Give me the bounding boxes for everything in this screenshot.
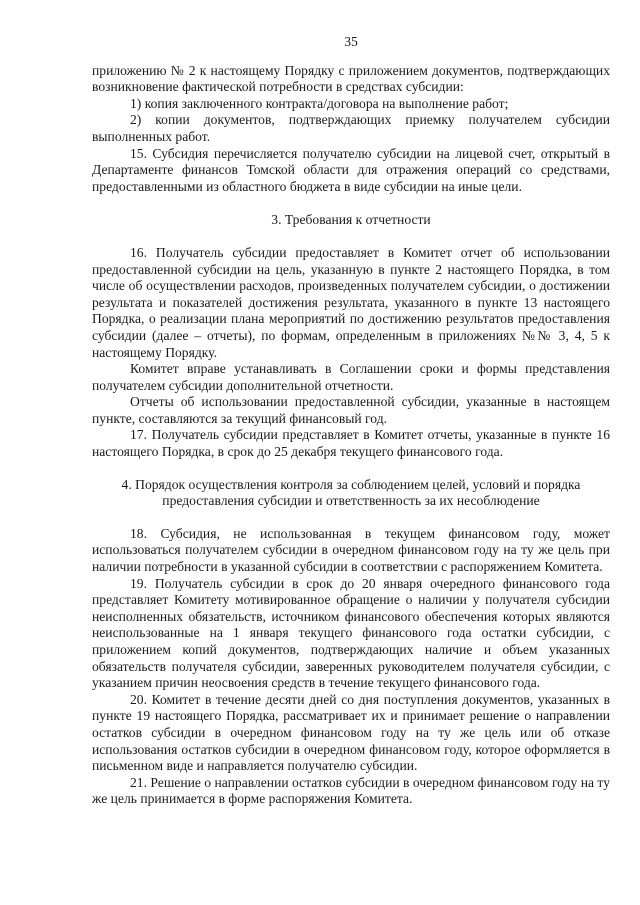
- section-3-title: 3. Требования к отчетности: [271, 212, 431, 228]
- paragraph-15: 15. Субсидия перечисляется получателю субсидии на лицевой счет, открытый в Департаменте финансов Томской области для отражения операций со средствами, предоставленными из областного бюджета в виде субсидии на иные цели.: [92, 145, 610, 194]
- section-4-title-line-2: предоставления субсидии и ответственность за их несоблюдение: [162, 493, 540, 509]
- page-number: 35: [344, 34, 358, 49]
- paragraph-19: 19. Получатель субсидии в срок до 20 января очередного финансового года представляет Комитету мотивированное обращение о наличии у получателя субсидии неисполненных обязательств, источником финансового обеспечения которых являются неиспользованные на 1 января текущего финансового года остатки субсидии, с приложением копий документов, подтверждающих наличие и объем указанных обязательств получателя субсидии, заверенных руководителем получателя субсидии, с указанием причин неосвоения средств в течение текущего финансового года.: [92, 575, 610, 691]
- paragraph-17: 17. Получатель субсидии представляет в Комитет отчеты, указанные в пункте 16 настоящего Порядка, в срок до 25 декабря текущего финансового года.: [92, 427, 610, 460]
- section-4-title-line-1: 4. Порядок осуществления контроля за соблюдением целей, условий и порядка: [121, 476, 581, 492]
- paragraph-16-reports: Отчеты об использовании предоставленной субсидии, указанные в настоящем пункте, составляются за текущий финансовый год.: [92, 394, 610, 426]
- paragraph-16: 16. Получатель субсидии предоставляет в Комитет отчет об использовании предоставленной субсидии на цель, указанную в пункте 2 настоящего Порядка, в том числе об осуществлении расходов, произведенных получателем субсидии, о достижении результата и показателей достижения результата, указанного в пункте 13 настоящего Порядка, о реализации плана мероприятий по достижению результатов предоставления субсидии (далее – отчеты), по формам, определенным в приложениях №№ 3, 4, 5 к настоящему Порядку.: [92, 244, 610, 360]
- list-item-2: 2) копии документов, подтверждающих приемку получателем субсидии выполненных работ.: [92, 112, 610, 144]
- paragraph-20: 20. Комитет в течение десяти дней со дня поступления документов, указанных в пункте 19 настоящего Порядка, рассматривает их и принимает решение о направлении остатков субсидии в очередном финансовом году на ту же цель или об отказе использования остатков субсидии в очередном финансовом году, которое оформляется в письменном виде и направляется получателю субсидии.: [92, 691, 610, 774]
- list-item-1: 1) копия заключенного контракта/договора на выполнение работ;: [130, 95, 509, 111]
- section-4-title: [92, 477, 610, 510]
- document-page: [92, 34, 610, 808]
- paragraph-21: 21. Решение о направлении остатков субсидии в очередном финансовом году на ту же цель принимается в форме распоряжения Комитета.: [92, 774, 610, 807]
- paragraph-16-committee: Комитет вправе устанавливать в Соглашении сроки и формы представления получателем субсидии дополнительной отчетности.: [92, 361, 610, 393]
- paragraph-18: 18. Субсидия, не использованная в текущем финансовом году, может использоваться получателем субсидии в очередном финансовом году на ту же цель при наличии потребности в указанной субсидии в соответствии с распоряжением Комитета.: [92, 525, 610, 575]
- paragraph-continuation: приложению № 2 к настоящему Порядку с приложением документов, подтверждающих возникновение фактической потребности в средствах субсидии:: [92, 62, 610, 95]
